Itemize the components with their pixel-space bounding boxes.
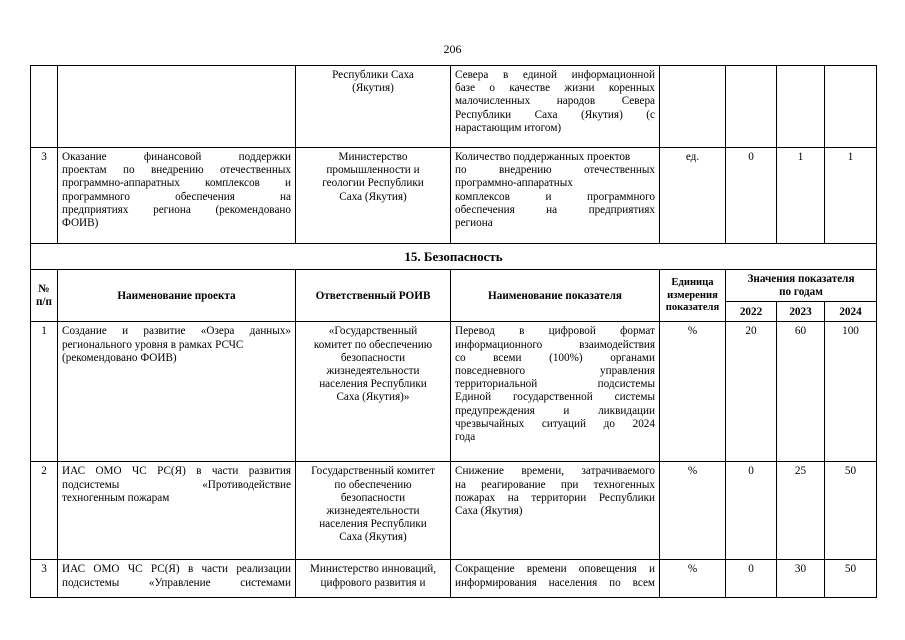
cell-roiv: Министерство промышленности и геологии Республики Саха (Якутия) xyxy=(296,148,451,244)
header-values: Значения показателя по годам xyxy=(726,270,877,302)
header-unit: Единица измерения показателя xyxy=(660,270,726,322)
cell-2024: 50 xyxy=(825,560,877,598)
table-row xyxy=(31,148,877,244)
projects-table xyxy=(30,65,877,598)
cell-2024: 50 xyxy=(825,462,877,560)
table-row xyxy=(31,322,877,462)
cell-2022: 0 xyxy=(726,148,777,244)
cell-indicator: Перевод в цифровой формат информационного взаимодействия со всеми (100%) органами повседневного управления территориальной подсистемы Единой государственной системы предупреждения и ликвидации чрезвычайных ситуаций до 2024 года xyxy=(451,322,660,462)
cell-project xyxy=(58,66,296,148)
cell-2023 xyxy=(777,66,825,148)
header-indicator: Наименование показателя xyxy=(451,270,660,322)
cell-2024: 1 xyxy=(825,148,877,244)
cell-indicator: Сокращение времени оповещения и информирования населения по всем xyxy=(451,560,660,598)
cell-indicator: Снижение времени, затрачиваемого на реагирование при техногенных пожарах на территории Республики Саха (Якутия) xyxy=(451,462,660,560)
cell-unit: % xyxy=(660,322,726,462)
header-roiv: Ответственный РОИВ xyxy=(296,270,451,322)
cell-num xyxy=(31,66,58,148)
section-title: 15. Безопасность xyxy=(31,244,877,270)
cell-2022: 20 xyxy=(726,322,777,462)
cell-indicator: Севера в единой информационной базе о качестве жизни коренных малочисленных народов Севера Республики Саха (Якутия) (с нарастающим итогом) xyxy=(451,66,660,148)
cell-project: ИАС ОМО ЧС РС(Я) в части развития подсистемы «Противодействие техногенным пожарам xyxy=(58,462,296,560)
cell-2023: 1 xyxy=(777,148,825,244)
table-row xyxy=(31,560,877,598)
header-2024: 2024 xyxy=(825,302,877,322)
cell-unit: ед. xyxy=(660,148,726,244)
cell-2022: 0 xyxy=(726,462,777,560)
cell-2023: 25 xyxy=(777,462,825,560)
table-row xyxy=(31,462,877,560)
cell-unit: % xyxy=(660,560,726,598)
header-num: № п/п xyxy=(31,270,58,322)
cell-roiv: Министерство инноваций, цифрового развития и xyxy=(296,560,451,598)
cell-project: ИАС ОМО ЧС РС(Я) в части реализации подсистемы «Управление системами xyxy=(58,560,296,598)
cell-num: 2 xyxy=(31,462,58,560)
cell-num: 3 xyxy=(31,560,58,598)
table-row-continued xyxy=(31,66,877,148)
cell-2022: 0 xyxy=(726,560,777,598)
cell-2024: 100 xyxy=(825,322,877,462)
section-row xyxy=(31,244,877,270)
header-2023: 2023 xyxy=(777,302,825,322)
page-number: 206 xyxy=(443,42,462,56)
header-row xyxy=(31,270,877,302)
cell-project: Создание и развитие «Озера данных» регионального уровня в рамках РСЧС (рекомендовано ФОИВ) xyxy=(58,322,296,462)
cell-2024 xyxy=(825,66,877,148)
cell-unit: % xyxy=(660,462,726,560)
cell-unit xyxy=(660,66,726,148)
cell-num: 1 xyxy=(31,322,58,462)
cell-2023: 30 xyxy=(777,560,825,598)
cell-2023: 60 xyxy=(777,322,825,462)
header-project: Наименование проекта xyxy=(58,270,296,322)
cell-2022 xyxy=(726,66,777,148)
cell-indicator: Количество поддержанных проектов по внедрению отечественных программно-аппаратных комплексов и программного обеспечения на предприятиях региона xyxy=(451,148,660,244)
cell-roiv: Республики Саха (Якутия) xyxy=(296,66,451,148)
cell-project: Оказание финансовой поддержки проектам по внедрению отечественных программно-аппаратных комплексов и программного обеспечения на предприятиях региона (рекомендовано ФОИВ) xyxy=(58,148,296,244)
header-2022: 2022 xyxy=(726,302,777,322)
cell-num: 3 xyxy=(31,148,58,244)
cell-roiv: «Государственный комитет по обеспечению безопасности жизнедеятельности населения Республики Саха (Якутия)» xyxy=(296,322,451,462)
cell-roiv: Государственный комитет по обеспечению безопасности жизнедеятельности населения Республики Саха (Якутия) xyxy=(296,462,451,560)
